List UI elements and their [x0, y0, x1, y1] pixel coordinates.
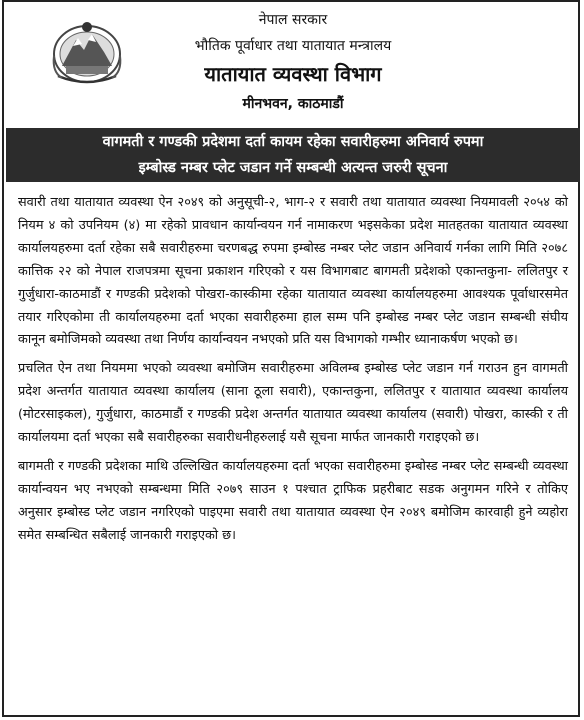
ministry-name: भौतिक पूर्वाधार तथा यातायात मन्त्रालय: [194, 38, 392, 54]
body-paragraph: प्रचलित ऐन तथा नियममा भएको व्यवस्था बमोजिम सवारीहरुमा अविलम्ब इम्बोस्ड प्लेट जडान गर्न गराउन हुन वागमती प्रदेश अन्तर्गत यातायात व्यवस्था कार्यालय (साना ठूला सवारी), एकान्तकुना, ललितपुर र यातायात व्यवस्था कार्यालय (मोटरसाइकल), गुर्जुधारा, काठमाडौं र गण्डकी प्रदेश अन्तर्गत यातायात व्यवस्था कार्यालय (सवारी) पोखरा, कास्की र ती कार्यालयमा दर्ता भएका सबै सवारीहरुका सवारीधनीहरुलाई यसै सूचना मार्फत जानकारी गराइएको छ।: [18, 361, 568, 446]
notice-title-line-2: इम्बोस्ड नम्बर प्लेट जडान गर्ने सम्बन्धी अत्यन्त जरुरी सूचना: [138, 160, 448, 176]
office-location: मीनभवन, काठमाडौं: [242, 96, 344, 112]
notice-frame: [2, 0, 580, 717]
body-paragraph: सवारी तथा यातायात व्यवस्था ऐन २०४९ को अनुसूची-२, भाग-२ र सवारी तथा यातायात व्यवस्था नियमावली २०५४ को नियम ४ को उपनियम (४) मा रहेको प्रावधान कार्यान्वयन गर्न नामाकरण भइसकेका प्रदेश मातहतका यातायात व्यवस्था कार्यालयहरुमा दर्ता रहेका सबै सवारीहरुमा चरणबद्ध रुपमा इम्बोस्ड नम्बर प्लेट जडान अनिवार्य गर्नका लागि मिति २०७८ कात्तिक २२ को नेपाल राजपत्रमा सूचना प्रकाशन गरिएको र यस विभागबाट बागमती प्रदेशको एकान्तकुना- ललितपुर र गुर्जुधारा-काठमाडौं र गण्डकी प्रदेशको पोखरा-कास्कीमा रहेका यातायात व्यवस्था कार्यालयहरुमा आवश्यक पूर्वाधारसमेत तयार गरिएकोमा ती कार्यालयहरुमा दर्ता भएका सवारीहरुमा हाल सम्म पनि इम्बोस्ड नम्बर प्लेट जडान सम्बन्धी संघीय कानून बमोजिमको व्यवस्था तथा निर्णय कार्यान्वयन नभएको प्रति यस विभागको गम्भीर ध्यानाकर्षण भएको छ।: [18, 195, 568, 348]
notice-title-line-1: वागमती र गण्डकी प्रदेशमा दर्ता कायम रहेका सवारीहरुमा अनिवार्य रुपमा: [102, 134, 484, 150]
department-name: यातायात व्यवस्था विभाग: [204, 62, 382, 86]
body-paragraph: बागमती र गण्डकी प्रदेशका माथि उल्लिखित कार्यालयहरुमा दर्ता भएका सवारीहरुमा इम्बोस्ड नम्बर प्लेट सम्बन्धी व्यवस्था कार्यान्वयन भए नभएको सम्बन्धमा मिति २०७९ साउन १ पश्चात ट्राफिक प्रहरीबाट सडक अनुगमन गरिने र तोकिए अनुसार इम्बोस्ड प्लेट जडान नगरिएको पाइएमा सवारी तथा यातायात व्यवस्था ऐन २०४९ बमोजिम कारवाही हुने व्यहोरा समेत सम्बन्धित सबैलाई जानकारी गराइएको छ।: [18, 458, 568, 543]
government-name: नेपाल सरकार: [258, 12, 328, 28]
notice-title-banner: [6, 128, 580, 182]
notice-body: [18, 192, 568, 554]
notice-header: [4, 2, 582, 124]
